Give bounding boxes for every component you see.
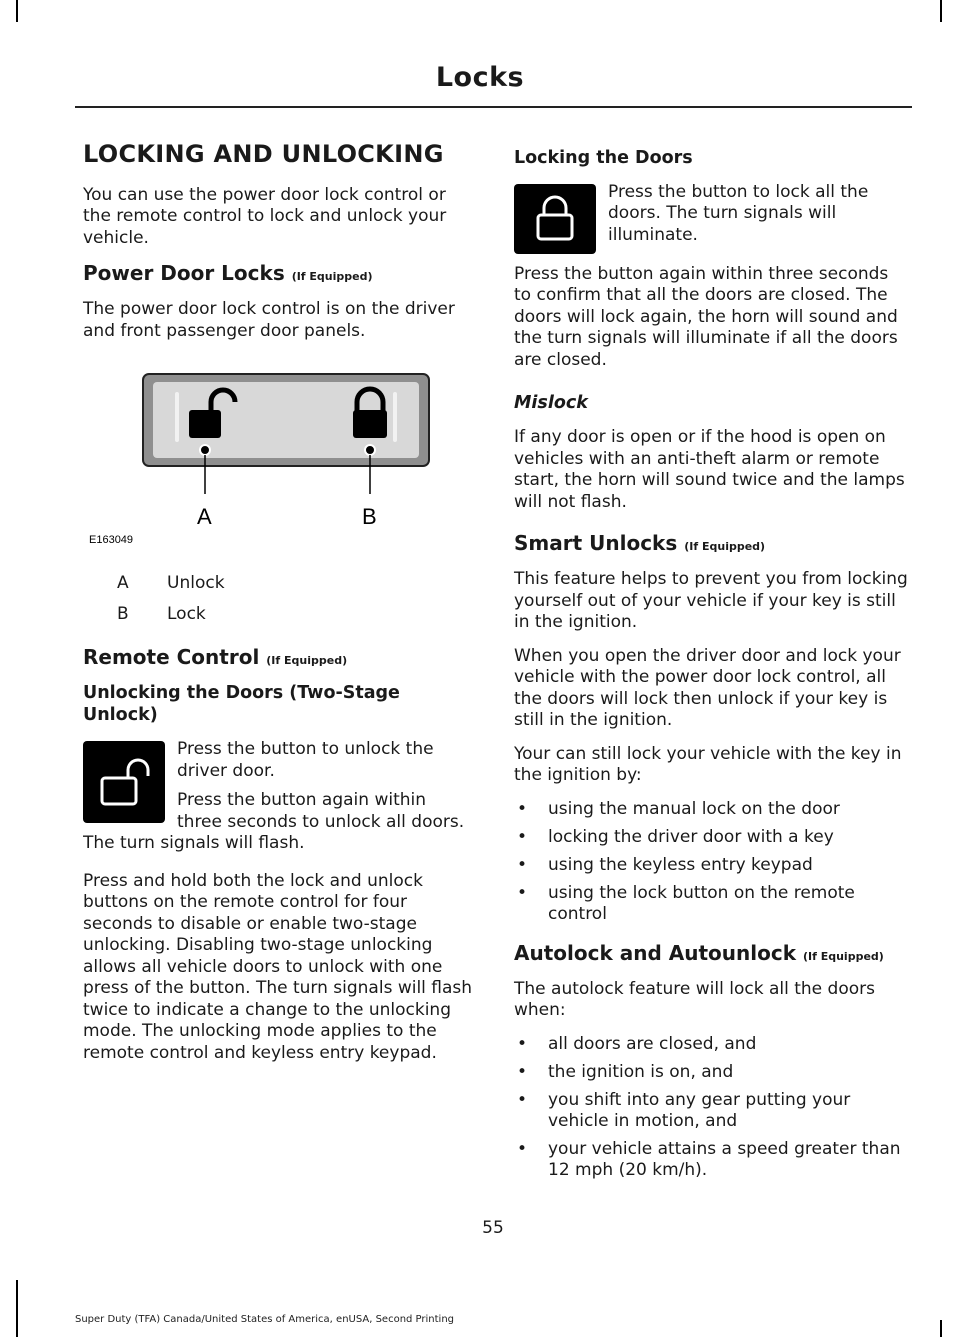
autolock-list	[514, 1034, 910, 1181]
section-heading: LOCKING AND UNLOCKING	[83, 140, 444, 168]
page-title: Locks	[435, 62, 525, 93]
legend-key: A	[117, 573, 129, 594]
smart-unlocks-list	[514, 799, 910, 925]
if-equipped-note: (If Equipped)	[684, 540, 766, 554]
smart-unlocks-title: Smart Unlocks	[514, 531, 678, 556]
list-item: • the ignition is on, and	[514, 1062, 910, 1083]
power-door-locks-heading	[83, 261, 476, 285]
unlock-text-1: Press the button to unlock the driver door.	[177, 739, 434, 781]
unlocking-doors-heading: Unlocking the Doors (Two-Stage Unlock)	[83, 683, 400, 726]
locking-doors-heading: Locking the Doors	[514, 148, 693, 168]
door-lock-control-figure	[83, 362, 476, 557]
list-item: • you shift into any gear putting your vehicle in motion, and	[514, 1090, 910, 1132]
legend-row	[83, 604, 476, 625]
legend-row	[83, 573, 476, 594]
list-item: • using the keyless entry keypad	[514, 855, 910, 876]
unlock-instruction	[83, 739, 476, 863]
if-equipped-note: (If Equipped)	[802, 949, 884, 963]
crop-mark	[16, 1280, 18, 1337]
smart-unlocks-text-3: Your can still lock your vehicle with the key in the ignition by:	[514, 743, 902, 786]
figure-legend	[83, 573, 476, 625]
lock-button-icon	[514, 184, 596, 254]
smart-unlocks-heading	[514, 531, 910, 555]
legend-value: Unlock	[167, 573, 225, 594]
intro-text: You can use the power door lock control or the remote control to lock and unlock your vehicle.	[83, 184, 447, 248]
if-equipped-note: (If Equipped)	[266, 654, 348, 668]
autolock-text: The autolock feature will lock all the doors when:	[514, 978, 875, 1021]
if-equipped-note: (If Equipped)	[291, 270, 373, 284]
unlock-text-2: Press the button again within three seconds to unlock all doors. The turn signals will flash.	[83, 790, 465, 854]
power-door-locks-title: Power Door Locks	[83, 261, 285, 286]
crop-mark	[940, 1320, 942, 1337]
list-item: • using the manual lock on the door	[514, 799, 910, 820]
callout-a: A	[197, 504, 212, 530]
legend-value: Lock	[167, 604, 206, 625]
lock-text-2: Press the button again within three seconds to confirm that all the doors are closed. The doors will lock again, the horn will sound and the turn signals will illuminate if all the doors are closed.	[514, 263, 898, 370]
callout-b: B	[362, 504, 377, 530]
mislock-heading: Mislock	[514, 393, 588, 414]
list-item: • your vehicle attains a speed greater than 12 mph (20 km/h).	[514, 1139, 910, 1181]
unlock-text-3: Press and hold both the lock and unlock buttons on the remote control for four seconds to disable or enable two-stage unlocking. Disabling two-stage unlocking allows all vehicle doors to unlock with one press of the button. The turn signals will flash twice to indicate a change to the unlocking mode. The unlocking mode applies to the remote control and keyless entry keypad.	[83, 870, 473, 1063]
list-item: • using the lock button on the remote control	[514, 883, 910, 925]
remote-control-heading	[83, 645, 476, 669]
legend-key: B	[117, 604, 129, 625]
header-rule	[75, 106, 912, 108]
mislock-text: If any door is open or if the hood is open on vehicles with an anti-theft alarm or remote start, the horn will sound twice and the lamps will not flash.	[514, 427, 905, 512]
smart-unlocks-text-2: When you open the driver door and lock your vehicle with the power door lock control, all the doors will lock then unlock if your key is still in the ignition.	[514, 645, 901, 731]
footer-text: Super Duty (TFA) Canada/United States of America, enUSA, Second Printing	[75, 1314, 455, 1325]
autolock-title: Autolock and Autounlock	[514, 940, 796, 965]
page-number: 55	[482, 1218, 504, 1238]
unlock-button-icon	[83, 741, 165, 823]
left-column	[83, 140, 476, 1076]
autolock-heading	[514, 941, 910, 965]
lock-instruction	[514, 182, 910, 258]
list-item: • locking the driver door with a key	[514, 827, 910, 848]
smart-unlocks-text-1: This feature helps to prevent you from locking yourself out of your vehicle if your key is still in the ignition.	[514, 569, 908, 633]
figure-code: E163049	[89, 534, 134, 547]
door-lock-control-diagram	[83, 362, 476, 557]
lock-text-1: Press the button to lock all the doors. The turn signals will illuminate.	[608, 181, 869, 245]
crop-mark	[16, 0, 18, 22]
power-door-locks-text: The power door lock control is on the driver and front passenger door panels.	[83, 299, 455, 341]
crop-mark	[940, 0, 942, 22]
right-column	[514, 148, 910, 1195]
list-item: • all doors are closed, and	[514, 1034, 910, 1055]
remote-control-title: Remote Control	[83, 645, 260, 670]
